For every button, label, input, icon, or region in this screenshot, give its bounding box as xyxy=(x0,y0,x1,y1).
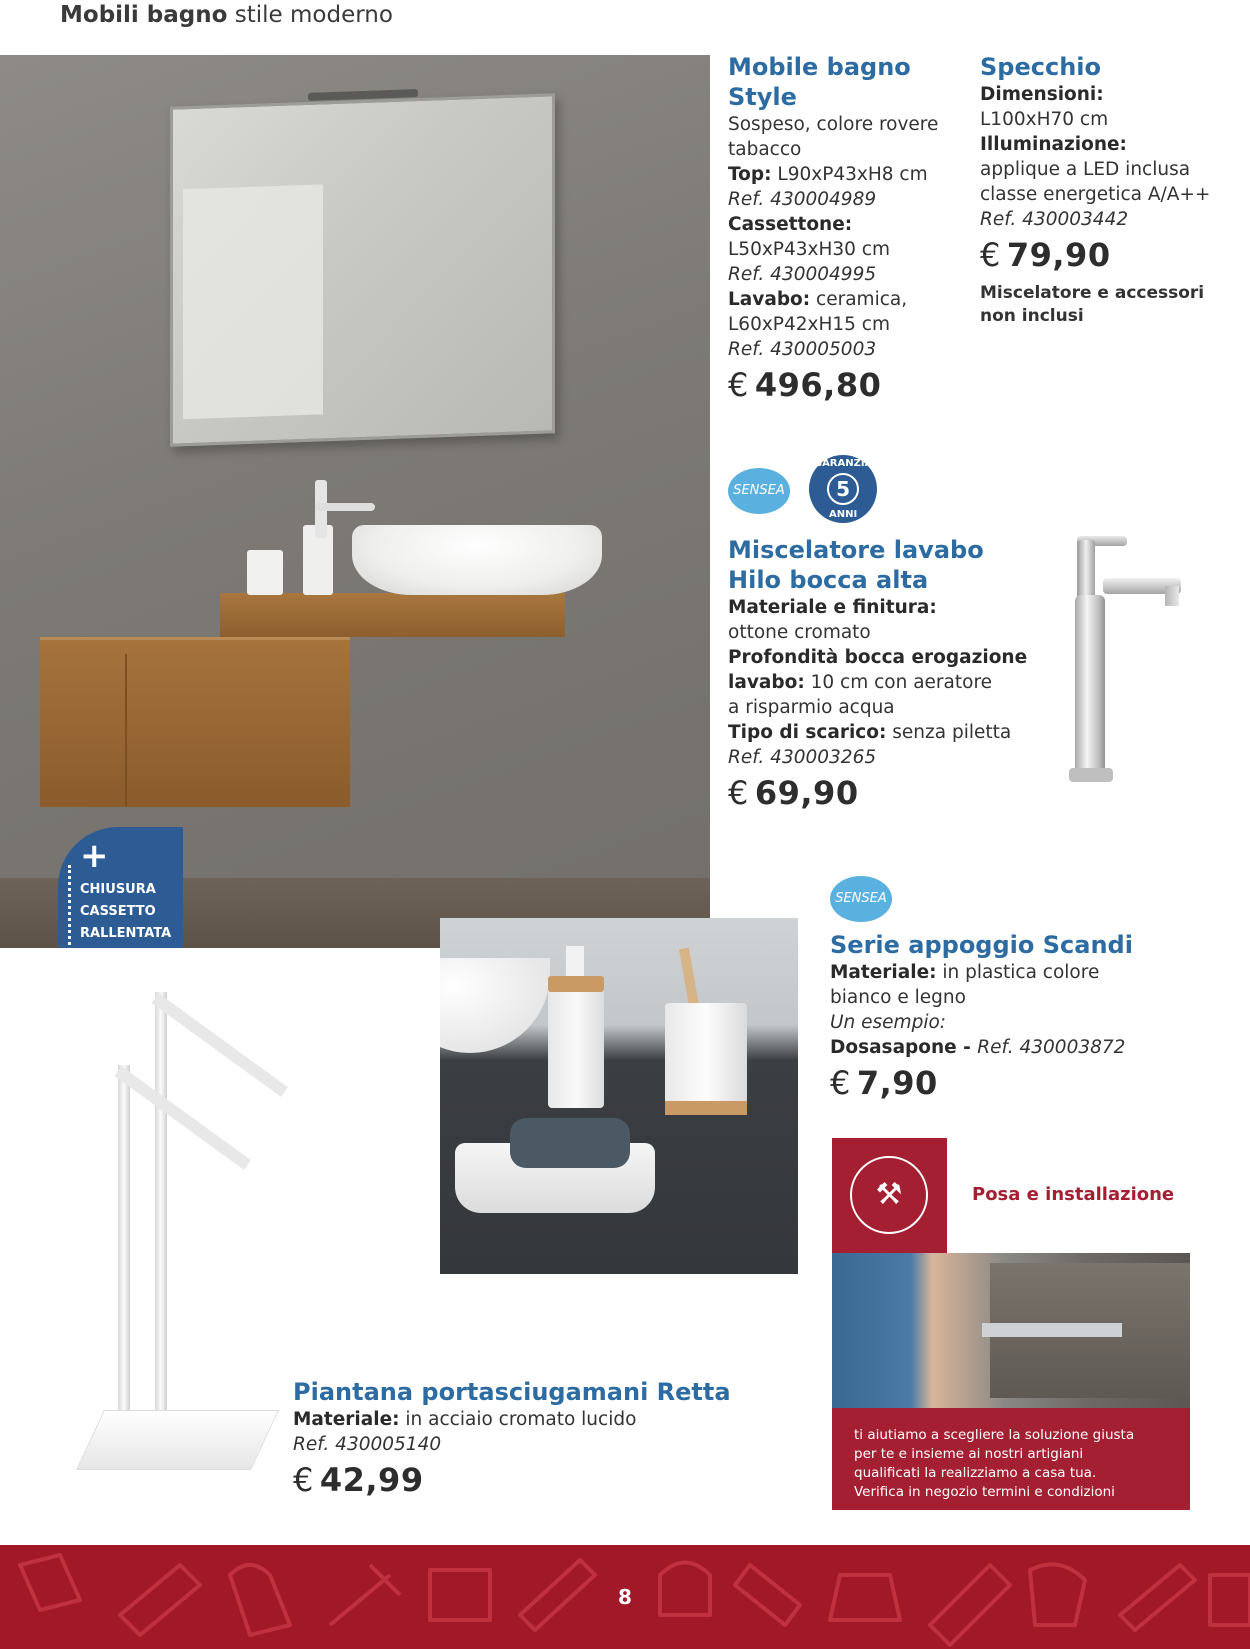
stand-pole xyxy=(118,1065,130,1425)
page-number: 8 xyxy=(618,1585,632,1609)
tap-body xyxy=(1075,595,1105,775)
price xyxy=(728,366,978,404)
product-style xyxy=(728,52,978,404)
stand-base xyxy=(76,1410,279,1470)
price xyxy=(293,1461,743,1499)
tools-icon: ⚒ xyxy=(850,1156,928,1234)
spec-value: ottone cromato xyxy=(728,622,871,643)
mirror-image xyxy=(170,93,555,446)
spec-label: Dosasapone - xyxy=(830,1037,978,1058)
stand-bar xyxy=(151,993,287,1097)
note-line: Miscelatore e accessori xyxy=(980,283,1205,303)
warranty-badge xyxy=(809,455,877,523)
page-header-bold: Mobili bagno xyxy=(60,2,228,28)
badge-dots xyxy=(68,865,71,948)
price xyxy=(830,1064,1230,1102)
spec-value: L90xP43xH8 cm xyxy=(771,164,928,185)
ref-code: Ref. 430004995 xyxy=(728,264,877,285)
product-desc xyxy=(293,1407,743,1457)
currency-symbol: € xyxy=(293,1461,314,1499)
footer-band xyxy=(0,1545,1250,1649)
product-desc xyxy=(980,82,1245,232)
mixer-product-image xyxy=(1065,530,1185,785)
price-value: 79,90 xyxy=(1006,236,1111,274)
note-line: non inclusi xyxy=(980,306,1084,326)
note xyxy=(980,282,1245,328)
spec-value: ceramica, xyxy=(810,289,908,310)
ref-code: Ref. 430003442 xyxy=(980,209,1129,230)
badge-line-1: CHIUSURA xyxy=(80,882,156,897)
price-value: 496,80 xyxy=(754,366,882,404)
spec-label: Dimensioni: xyxy=(980,84,1104,105)
tap-base xyxy=(1069,768,1113,782)
product-mixer xyxy=(728,535,1058,812)
washbasin xyxy=(352,525,602,595)
scandi-logos xyxy=(830,876,892,922)
spec-label: Profondità bocca erogazione xyxy=(728,647,1028,668)
product-desc xyxy=(728,595,1058,770)
ref-code: Ref. 430005140 xyxy=(293,1434,442,1455)
installation-text xyxy=(832,1408,1190,1510)
product-title: Mobile bagno Style xyxy=(728,53,911,111)
pump xyxy=(566,946,584,978)
warranty-years: 5 xyxy=(827,473,859,505)
price-value: 69,90 xyxy=(754,774,859,812)
currency-symbol: € xyxy=(728,366,749,404)
installation-line: qualificati la realizziamo a casa tua. xyxy=(854,1465,1097,1481)
spec-value: bianco e legno xyxy=(830,987,966,1008)
price-value: 42,99 xyxy=(319,1461,424,1499)
installation-photo xyxy=(832,1253,1190,1408)
spec-label: Materiale: xyxy=(293,1409,400,1430)
ref-code: Ref. 430003872 xyxy=(977,1037,1126,1058)
price xyxy=(980,236,1245,274)
desc-line: tabacco xyxy=(728,139,802,160)
mixer-logos xyxy=(728,455,877,523)
tap-spout-tip xyxy=(1165,586,1179,606)
sensea-logo: SENSEA xyxy=(728,468,790,514)
page-header xyxy=(60,2,393,28)
spec-label: Illuminazione: xyxy=(980,134,1127,155)
toothbrush-cup xyxy=(665,1003,747,1115)
installation-line: Verifica in negozio termini e condizioni xyxy=(854,1484,1115,1500)
spec-value: senza piletta xyxy=(886,722,1012,743)
drawer-rail xyxy=(982,1323,1122,1337)
led-lamp xyxy=(308,89,418,101)
vanity-top-shelf xyxy=(220,593,565,637)
warranty-unit: ANNI xyxy=(828,509,858,520)
spec-lavabo xyxy=(728,287,978,312)
badge-text xyxy=(80,879,183,945)
spec-value: a risparmio acqua xyxy=(728,697,895,718)
spec-label: Lavabo: xyxy=(728,289,811,310)
wood-cap xyxy=(548,976,604,992)
spec-label: Materiale: xyxy=(830,962,937,983)
spec-label: lavabo: xyxy=(728,672,805,693)
product-towel-stand xyxy=(293,1377,743,1499)
badge-line-3: RALLENTATA xyxy=(80,926,172,941)
example-label: Un esempio: xyxy=(830,1012,947,1033)
product-title: Specchio xyxy=(980,53,1101,81)
spec-label: Top: xyxy=(728,164,772,185)
mirror-reflection xyxy=(183,184,323,419)
installation-box xyxy=(832,1138,1190,1510)
installation-title: Posa e installazione xyxy=(972,1184,1175,1205)
desc-line: Sospeso, colore rovere xyxy=(728,114,939,135)
spec-label: Cassettone: xyxy=(728,214,853,235)
installation-line: per te e insieme ai nostri artigiani xyxy=(854,1446,1084,1462)
vanity-drawer xyxy=(40,637,350,807)
spec-value: applique a LED inclusa xyxy=(980,159,1191,180)
currency-symbol: € xyxy=(830,1064,851,1102)
product-scandi xyxy=(830,930,1230,1102)
wood-base xyxy=(665,1101,747,1115)
spec-value: classe energetica A/A++ xyxy=(980,184,1211,205)
product-title: Serie appoggio Scandi xyxy=(830,931,1133,959)
scandi-photo xyxy=(440,918,798,1274)
spec-label: Tipo di scarico: xyxy=(728,722,887,743)
product-desc xyxy=(830,960,1230,1060)
soft-close-badge xyxy=(58,827,183,948)
warranty-label: GARANZIA xyxy=(813,458,873,469)
hero-bathroom-photo xyxy=(0,55,710,948)
sensea-logo: SENSEA xyxy=(830,876,892,922)
soap-bar xyxy=(510,1118,630,1168)
installation-icon-box xyxy=(832,1138,947,1253)
product-desc xyxy=(728,112,978,362)
spec-value: in plastica colore xyxy=(936,962,1100,983)
badge-line-2: CASSETTO xyxy=(80,904,156,919)
spec-top xyxy=(728,162,978,187)
spec-value: in acciaio cromato lucido xyxy=(399,1409,637,1430)
faucet-spout xyxy=(315,503,375,511)
spec-value: L60xP42xH15 cm xyxy=(728,314,890,335)
spec-value: L50xP43xH30 cm xyxy=(728,239,890,260)
ref-code: Ref. 430005003 xyxy=(728,339,877,360)
page-header-rest: stile moderno xyxy=(227,2,393,28)
spec-value: L100xH70 cm xyxy=(980,109,1109,130)
toothbrush-cup xyxy=(247,550,283,595)
ref-code: Ref. 430003265 xyxy=(728,747,877,768)
product-title xyxy=(728,535,1058,595)
title-line: Hilo bocca alta xyxy=(728,566,929,594)
product-mirror xyxy=(980,52,1245,328)
installation-line: ti aiutiamo a scegliere la soluzione giusta xyxy=(854,1427,1135,1443)
price-value: 7,90 xyxy=(856,1064,938,1102)
spec-label: Materiale e finitura: xyxy=(728,597,937,618)
soap-dispenser xyxy=(548,988,604,1108)
stand-pole xyxy=(155,992,167,1422)
title-line: Miscelatore lavabo xyxy=(728,536,984,564)
currency-symbol: € xyxy=(980,236,1001,274)
spec-value: 10 cm con aeratore xyxy=(804,672,993,693)
spec-cassettone xyxy=(728,212,978,237)
stand-bar xyxy=(114,1066,250,1170)
washbasin xyxy=(440,958,550,1053)
plus-icon: + xyxy=(80,836,109,876)
product-title: Piantana portasciugamani Retta xyxy=(293,1378,731,1406)
price xyxy=(728,774,1058,812)
drawer-face xyxy=(125,654,350,807)
ref-code: Ref. 430004989 xyxy=(728,189,877,210)
currency-symbol: € xyxy=(728,774,749,812)
